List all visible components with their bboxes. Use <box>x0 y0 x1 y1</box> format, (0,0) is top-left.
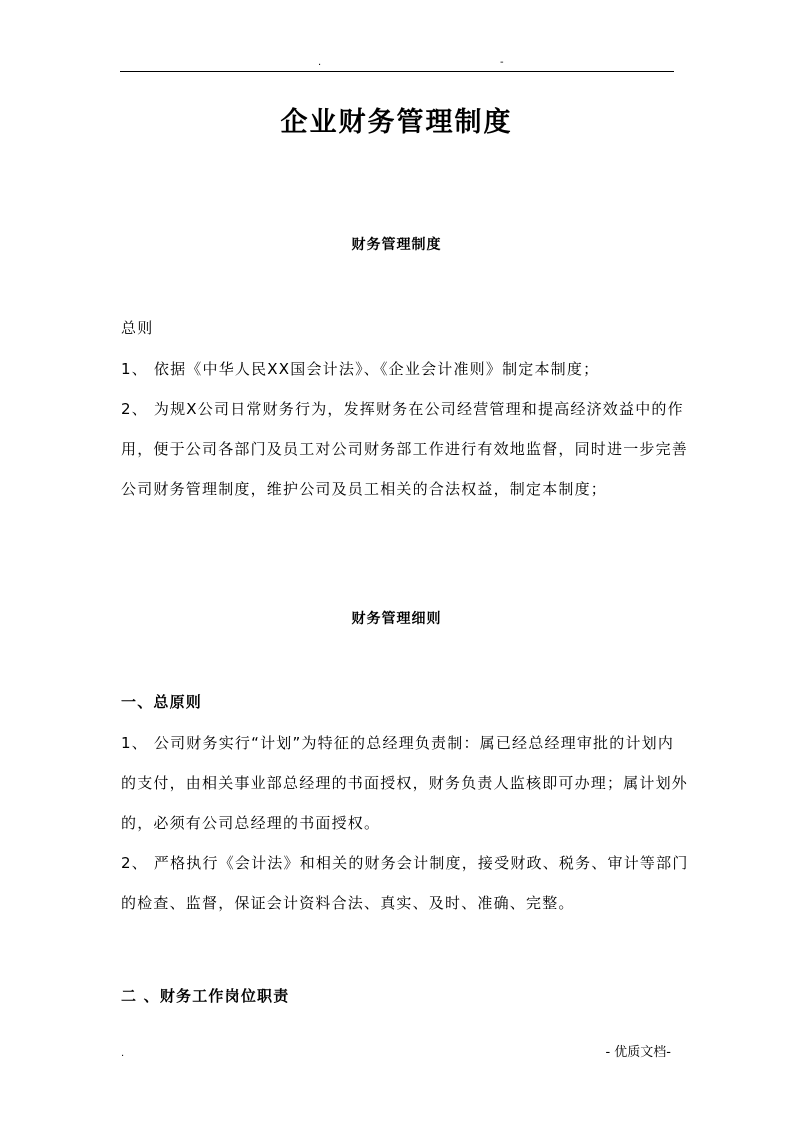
footer-label: - 优质文档- <box>605 1045 671 1060</box>
footer-dot: . <box>121 1048 125 1059</box>
general-heading: 总则 <box>121 319 154 337</box>
paragraph-line: 的支付，由相关事业部总经理的书面授权，财务负责人监核即可办理；属计划外 <box>121 774 689 792</box>
paragraph-line: 1、 公司财务实行“计划”为特征的总经理负责制：属已经总经理审批的计划内 <box>121 734 675 752</box>
paragraph-line: 2、 为规X公司日常财务行为，发挥财务在公司经营管理和提高经济效益中的作 <box>121 400 684 418</box>
general-item-2 <box>121 389 689 509</box>
paragraph-line: 1、 依据《中华人民XX国会计法》、《企业会计准则》制定本制度； <box>121 360 600 378</box>
part1-heading: 一、总原则 <box>121 693 203 711</box>
paragraph-line: 的检查、监督，保证会计资料合法、真实、及时、准确、完整。 <box>121 894 575 912</box>
paragraph-line: 公司财务管理制度，维护公司及员工相关的合法权益，制定本制度； <box>121 480 608 498</box>
part1-item-2 <box>121 843 689 923</box>
part1-item-1 <box>121 723 689 843</box>
section-title-detailed-rules: 财务管理细则 <box>351 611 442 627</box>
paragraph-line: 的，必须有公司总经理的书面授权。 <box>121 814 381 832</box>
section-title-management-system: 财务管理制度 <box>351 237 442 253</box>
header-mark-right: - <box>500 57 504 68</box>
document-title: 企业财务管理制度 <box>280 107 513 138</box>
header-rule <box>120 71 674 72</box>
general-item-1 <box>121 349 673 389</box>
part2-heading: 二 、财务工作岗位职责 <box>121 987 290 1005</box>
paragraph-line: 用，便于公司各部门及员工对公司财务部工作进行有效地监督，同时进一步完善 <box>121 440 689 458</box>
paragraph-line: 2、 严格执行《会计法》和相关的财务会计制度，接受财政、税务、审计等部门 <box>121 854 689 872</box>
header-mark-left: . <box>318 57 322 68</box>
